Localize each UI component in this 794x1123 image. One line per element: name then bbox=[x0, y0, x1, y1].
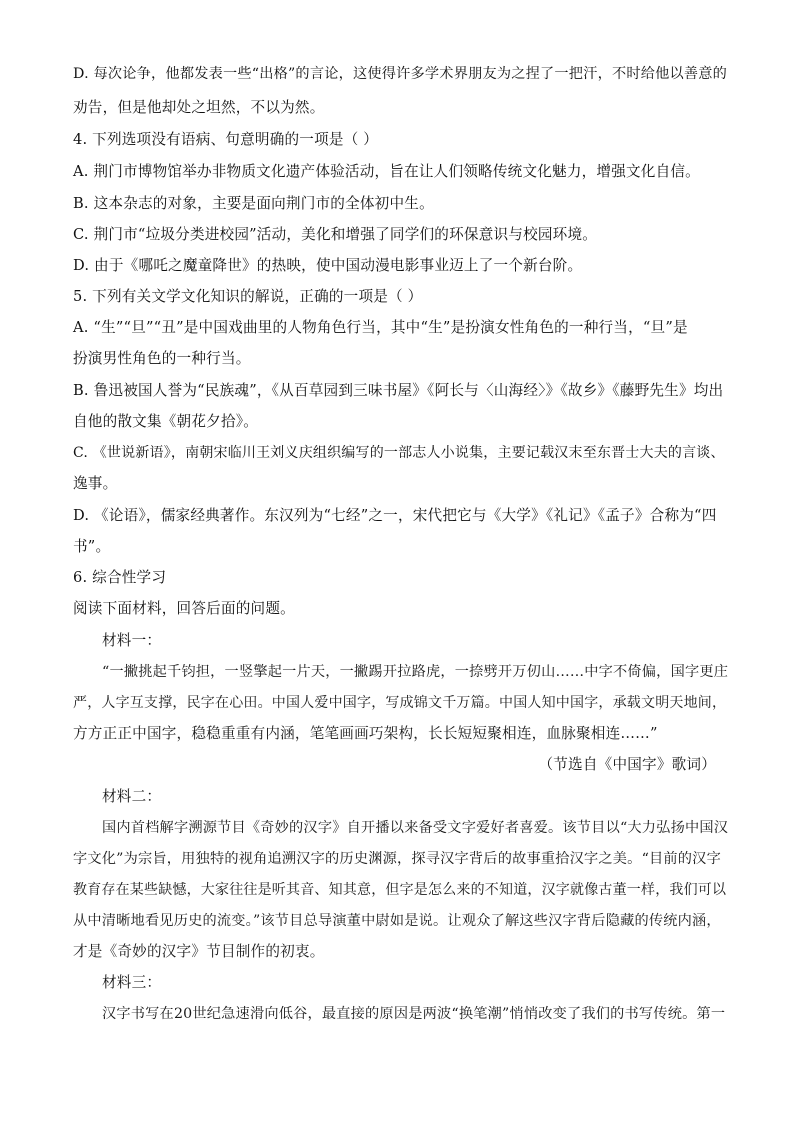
material-2-label: 材料二： bbox=[102, 788, 162, 805]
material-2-line-3: 教育存在某些缺憾，大家往往是听其音、知其意，但字是怎么来的不知道，汉字就像古董一样，我们可以 bbox=[73, 882, 727, 898]
material-2-line-2: 字文化”为宗旨，用独特的视角追溯汉字的历史渊源，探寻汉字背后的故事重拾汉字之美。“目前的汉字 bbox=[73, 851, 721, 867]
material-3-label: 材料三： bbox=[102, 974, 162, 991]
q5-option-b-line-1: B. 鲁迅被国人誉为“民族魂”，《从百草园到三味书屋》《阿长与〈山海经〉》《故乡》《藤野先生》均出 bbox=[73, 382, 724, 399]
q5-option-d-line-1: D. 《论语》，儒家经典著作。东汉列为“七经”之一，宋代把它与《大学》《礼记》《孟子》合称为“四 bbox=[73, 507, 717, 524]
material-2-line-5: 才是《奇妙的汉字》节目制作的初衷。 bbox=[73, 943, 325, 960]
question-6-heading: 6. 综合性学习 bbox=[73, 569, 167, 586]
option-d-line-1: D. 每次论争，他都发表一些“出格”的言论，这使得许多学术界朋友为之捏了一把汗，不时给他以善意的 bbox=[73, 66, 728, 82]
q5-option-d-line-2: 书”。 bbox=[73, 538, 111, 555]
material-1-line-1: “一撇挑起千钧担，一竖擎起一片天，一撇踢开拉路虎，一捺劈开万仞山……中字不倚偏，国字更庄 bbox=[102, 664, 729, 680]
material-1-source: （节选自《中国字》歌词） bbox=[538, 756, 716, 773]
question-4-stem: 4. 下列选项没有语病、句意明确的一项是（ ） bbox=[73, 131, 379, 148]
material-1-line-3: 方方正正中国字，稳稳重重有内涵，笔笔画画巧架构，长长短短聚相连，血脉聚相连……” bbox=[73, 725, 658, 742]
q5-option-a-line-2: 扮演男性角色的一种行当。 bbox=[73, 350, 251, 367]
q4-option-a: A. 荆门市博物馆举办非物质文化遗产体验活动，旨在让人们领略传统文化魅力，增强文化自信。 bbox=[73, 163, 700, 180]
option-d-line-2: 劝告，但是他却处之坦然，不以为然。 bbox=[73, 99, 325, 116]
q5-option-a-line-1: A. “生”“旦”“丑”是中国戏曲里的人物角色行当，其中“生”是扮演女性角色的一种行当，“旦”是 bbox=[73, 319, 688, 336]
q4-option-b: B. 这本杂志的对象，主要是面向荆门市的全体初中生。 bbox=[73, 195, 434, 212]
material-3-line-1: 汉字书写在20世纪急速滑向低谷，最直接的原因是两波“换笔潮”悄悄改变了我们的书写传统。第一 bbox=[102, 1006, 726, 1022]
q4-option-d: D. 由于《哪吒之魔童降世》的热映，使中国动漫电影事业迈上了一个新台阶。 bbox=[73, 257, 583, 274]
q5-option-c-line-2: 逸事。 bbox=[73, 475, 118, 492]
material-2-line-1: 国内首档解字溯源节目《奇妙的汉字》自开播以来备受文字爱好者喜爱。该节目以“大力弘扬中国汉 bbox=[102, 820, 729, 836]
reading-instruction: 阅读下面材料，回答后面的问题。 bbox=[73, 600, 295, 617]
material-1-label: 材料一： bbox=[102, 632, 162, 649]
question-5-stem: 5. 下列有关文学文化知识的解说，正确的一项是（ ） bbox=[73, 288, 423, 305]
q5-option-c-line-1: C. 《世说新语》，南朝宋临川王刘义庆组织编写的一部志人小说集，主要记载汉末至东晋士大夫的言谈、 bbox=[73, 445, 725, 461]
material-2-line-4: 从中清晰地看见历史的流变。”该节目总导演董中尉如是说。让观众了解这些汉字背后隐藏的传统内涵， bbox=[73, 913, 721, 929]
q4-option-c: C. 荆门市“垃圾分类进校园”活动，美化和增强了同学们的环保意识与校园环境。 bbox=[73, 226, 598, 243]
q5-option-b-line-2: 自他的散文集《朝花夕拾》。 bbox=[73, 413, 259, 430]
material-1-line-2: 严，人字互支撑，民字在心田。中国人爱中国字，写成锦文千万篇。中国人知中国字，承载文明天地间， bbox=[73, 695, 727, 711]
